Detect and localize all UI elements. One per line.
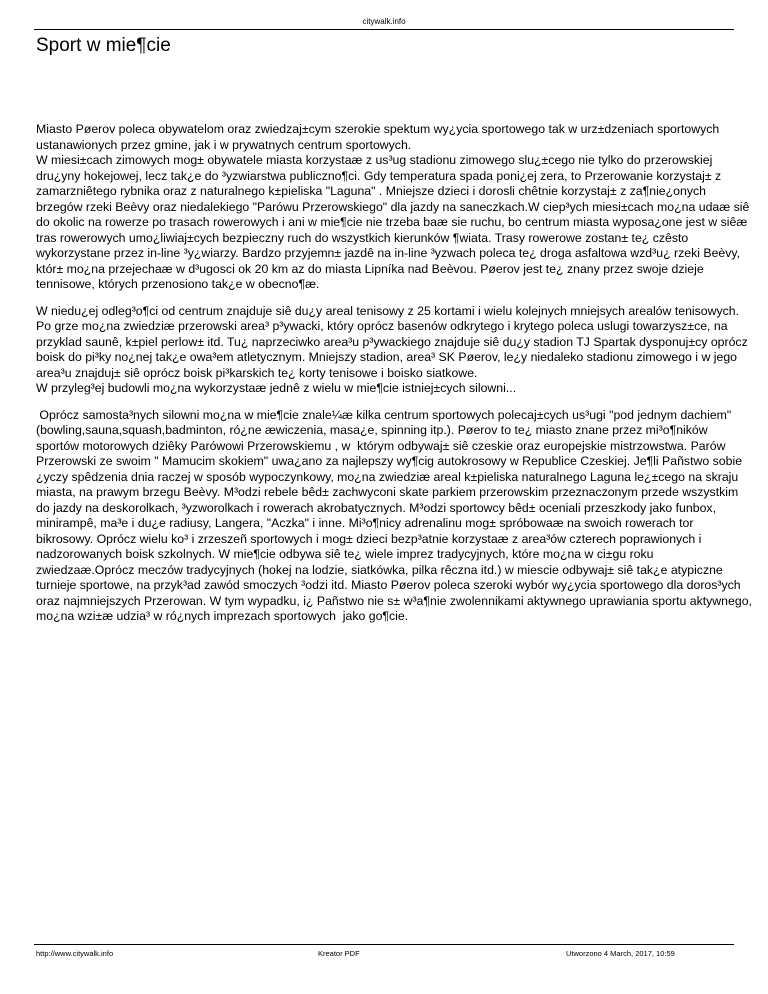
- article-paragraph-3: Oprócz samosta³nych silowni mo¿na w mie¶cie znale¼æ kilka centrum sportowych polecaj±cych us³ugi "pod jednym dachiem" (bowling,sauna,squash,badminton, ró¿ne æwiczenia, masa¿e, spinning itp.). Pøerov to te¿ miasto znane przez mi³o¶ników sportów motorowych dziêky Parówowi Przerowskiemu , w którym odbywaj± siê czeskie oraz europejskie mistrzowstwa. Parów Przerowski ze swoim " Mamucim skokiem" uwa¿ano za najlepszy wy¶cig autokrosowy w Republice Czeskiej. Je¶li Pañstwo sobie ¿yczy spêdzenia dnia raczej w sposób wypoczynkowy, mo¿na zwiedziæ areal k±pieliska naturalnego Laguna le¿±cego na skraju miasta, na prawym brzegu Beèvy. M³odzi rebele bêd± zachwyconi skate parkiem przerowskim przeznaczonym przede wszystkim do jazdy na deskorolkach, ³yzworolkach i rowerach akrobatycznych. M³odzi sportowcy bêd± oceniali przeszkody jako funbox, minirampê, ma³e i du¿e radiusy, Langera, "Aczka" i inne. Mi³o¶nicy adrenalinu mog± spróbowaæ na swoich rowerach tor bikrosowy. Oprócz wielu ko³ i zrzeszeñ sportowych i mog± dzieci bezp³atnie korzystaæ z area³ów czterech poprawionych i nadzorowanych boisk szkolnych. W mie¶cie odbywa siê te¿ wiele imprez tradycyjnych, które mo¿na w ci±gu roku zwiedzaæ.Oprócz meczów tradycyjnych (hokej na lodzie, siatkówka, pilka rêczna itd.) w miescie odbywaj± siê tak¿e atypiczne turnieje sportowe, na przyk³ad zawód smoczych ³odzi itd. Miasto Pøerov poleca szeroki wybór wy¿ycia sportowego dla doros³ych oraz najmniejszych Przerowan. W tym wypadku, i¿ Pañstwo nie s± w³a¶nie zwolennikami aktywnego uprawiania sportu aktywnego, mo¿na wzi±æ udzia³ w ró¿nych imprezach sportowych jako go¶cie.: [36, 407, 756, 623]
- footer-generator: Kreator PDF: [318, 949, 360, 958]
- header-divider: [34, 29, 734, 30]
- page-title: Sport w mie¶cie: [36, 35, 171, 56]
- article-body: [36, 122, 754, 636]
- footer-created-date: Utworzono 4 March, 2017, 10:59: [566, 949, 675, 958]
- article-paragraph-1: Miasto Pøerov poleca obywatelom oraz zwiedzaj±cym szerokie spektum wy¿ycia sportowego tak w urz±dzeniach sportowych ustanawionych przez gmine, jak i w prywatnych centrum sportowych. W miesi±cach zimowych mog± obywatele miasta korzystaæ z us³ug stadionu zimowego slu¿±cego nie tylko do przerowskiej dru¿yny hokejowej, lecz tak¿e do ³yzwiarstwa publiczno¶ci. Gdy temperatura spada poni¿ej zera, to Przerowanie korzystaj± z zamarzniêtego rybnika oraz z naturalnego k±pieliska "Laguna" . Mniejsze dzieci i dorosli chêtnie korzystaj± z za¶nie¿onych brzegów rzeki Beèvy oraz niedalekiego "Parówu Przerowskiego" dla jazdy na saneczkach.W ciep³ych miesi±cach mo¿na udaæ siê do okolic na rowerze po trasach rowerowych i ani w mie¶cie nie trzeba baæ sie ruchu, bo centrum miasta wyposa¿one jest w siêæ tras rowerowych umo¿liwiaj±cych bezpieczny ruch do wszystkich kierunków ¶wiata. Trasy rowerowe zostan± te¿ czêsto wykorzystane przez in-line ³y¿wiarzy. Bardzo przyjemn± jazdê na in-line ³yzwach poleca te¿ droga asfaltowa wzd³u¿ rzeki Beèvy, któr± mo¿na przejechaæ w d³ugosci ok 20 km az do miasta Lipníka nad Beèvou. Pøerov jest te¿ znany przez swoje dzieje tennisowe, których przenosiono tak¿e w obecno¶æ.: [36, 122, 750, 291]
- header-site-name: citywalk.info: [362, 17, 406, 26]
- footer-site-url: http://www.citywalk.info: [36, 949, 114, 958]
- article-paragraph-2: W niedu¿ej odleg³o¶ci od centrum znajduje siê du¿y areal tenisowy z 25 kortami i wielu kolejnych mniejsych arealów tenisowych. Po grze mo¿na zwiedziæ przerowski area³ p³ywacki, który oprócz basenów odkrytego i krytego poleca uslugi towarzysz±ce, na przyklad saunê, k±piel perlow± itd. Tu¿ naprzeciwko area³u p³ywackiego znajduje siê du¿y stadion TJ Spartak dysponuj±cy oprócz boisk do pi³ky no¿nej tak¿e owa³em atletycznym. Mniejszy stadion, area³ SK Pøerov, le¿y niedaleko stadionu zimowego i w jego area³u znajduj± siê oprócz boisk pi³karskich te¿ korty tenisowe i boisko siatkowe. W przyleg³ej budowli mo¿na wykorzystaæ jednê z wielu w mie¶cie istniej±cych silowni...: [36, 303, 748, 395]
- footer-divider: [34, 944, 734, 945]
